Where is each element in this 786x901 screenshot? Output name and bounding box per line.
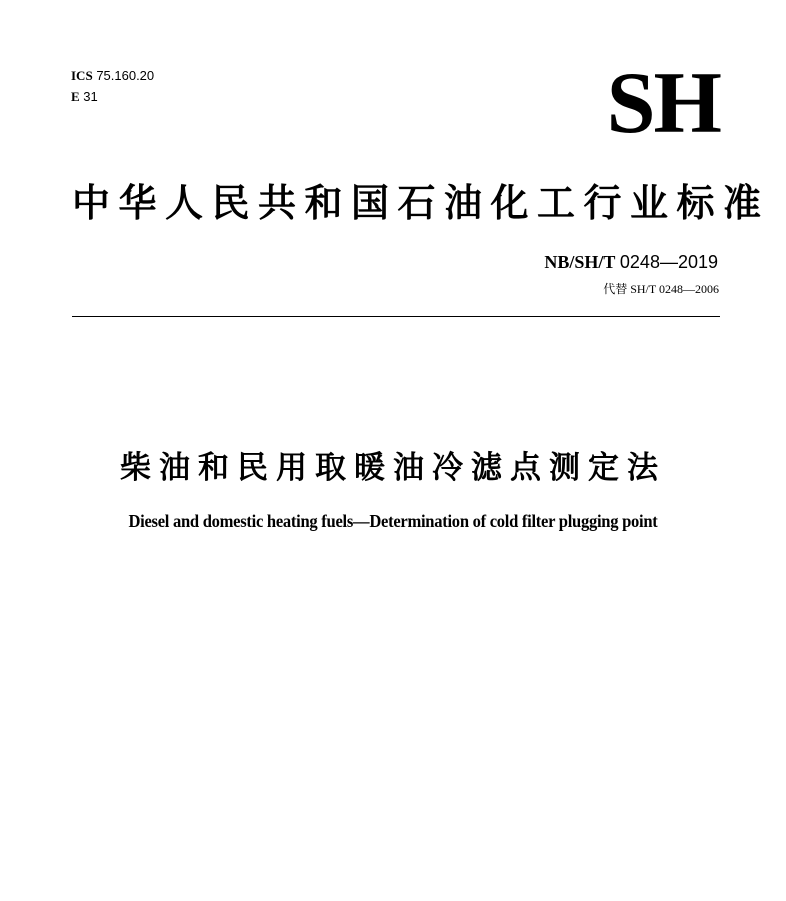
ccs-value: 31 bbox=[83, 89, 98, 104]
standard-number bbox=[544, 252, 718, 273]
standard-category-title: 中华人民共和国石油化工行业标准 bbox=[72, 181, 770, 225]
ccs-code bbox=[71, 89, 98, 105]
ics-code bbox=[71, 68, 154, 84]
ics-label: ICS bbox=[71, 68, 93, 83]
sh-logo: SH bbox=[606, 55, 720, 152]
divider-line bbox=[72, 316, 720, 317]
ccs-label: E bbox=[71, 89, 80, 104]
document-title-cn: 柴油和民用取暖油冷滤点测定法 bbox=[120, 450, 666, 486]
standard-number-value: 0248—2019 bbox=[619, 252, 718, 272]
document-title-en: Diesel and domestic heating fuels—Determination of cold filter plugging point bbox=[128, 511, 658, 531]
replaces-standard: 代替 SH/T 0248—2006 bbox=[603, 282, 719, 296]
standard-number-prefix: NB/SH/T bbox=[544, 252, 616, 272]
ics-value: 75.160.20 bbox=[96, 68, 155, 83]
